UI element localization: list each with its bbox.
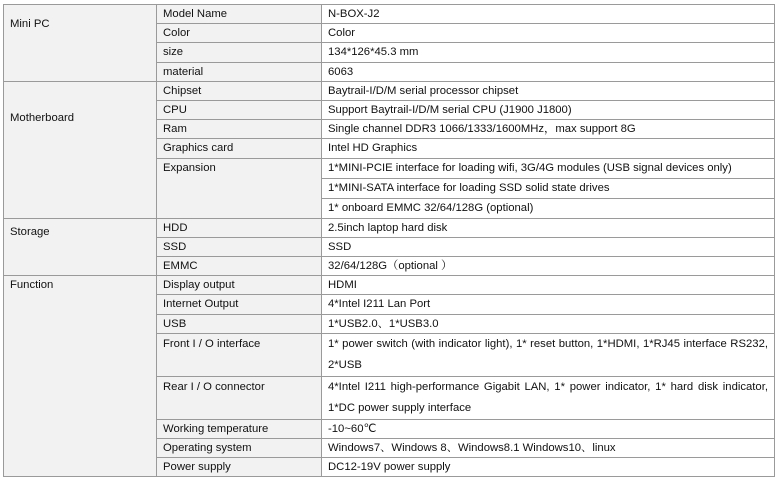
table-row bbox=[4, 81, 775, 100]
row-value: 1* onboard EMMC 32/64/128G (optional) bbox=[322, 198, 775, 218]
row-label: HDD bbox=[157, 218, 322, 237]
row-value: DC12-19V power supply bbox=[322, 458, 775, 477]
row-label: material bbox=[157, 62, 322, 81]
row-value: 1*MINI-PCIE interface for loading wifi, 3G/4G modules (USB signal devices only) bbox=[322, 158, 775, 178]
row-value: Baytrail-I/D/M serial processor chipset bbox=[322, 81, 775, 100]
group-motherboard: Motherboard bbox=[4, 81, 157, 218]
row-label: Working temperature bbox=[157, 419, 322, 438]
row-value: Windows7、Windows 8、Windows8.1 Windows10、linux bbox=[322, 439, 775, 458]
row-value: 4*Intel I211 Lan Port bbox=[322, 295, 775, 314]
group-storage: Storage bbox=[4, 218, 157, 276]
row-value: SSD bbox=[322, 237, 775, 256]
row-value: 1*MINI-SATA interface for loading SSD solid state drives bbox=[322, 178, 775, 198]
row-label: size bbox=[157, 43, 322, 62]
row-label: Chipset bbox=[157, 81, 322, 100]
row-label: CPU bbox=[157, 101, 322, 120]
row-label: EMMC bbox=[157, 257, 322, 276]
row-label: Internet Output bbox=[157, 295, 322, 314]
spec-table bbox=[3, 4, 775, 477]
table-row bbox=[4, 276, 775, 295]
row-value: 6063 bbox=[322, 62, 775, 81]
row-label: Expansion bbox=[157, 158, 322, 218]
row-label: Operating system bbox=[157, 439, 322, 458]
row-value: 2.5inch laptop hard disk bbox=[322, 218, 775, 237]
row-label: Ram bbox=[157, 120, 322, 139]
group-mini-pc: Mini PC bbox=[4, 5, 157, 82]
row-value: 1* power switch (with indicator light), 1* reset button, 1*HDMI, 1*RJ45 interface RS232, 2*USB bbox=[322, 333, 775, 376]
table-row bbox=[4, 218, 775, 237]
group-function: Function bbox=[4, 276, 157, 477]
row-value: 32/64/128G（optional ） bbox=[322, 257, 775, 276]
row-value: 1*USB2.0、1*USB3.0 bbox=[322, 314, 775, 333]
row-value: Support Baytrail-I/D/M serial CPU (J1900 J1800) bbox=[322, 101, 775, 120]
row-label: Front I / O interface bbox=[157, 333, 322, 376]
row-label: Display output bbox=[157, 276, 322, 295]
row-label: USB bbox=[157, 314, 322, 333]
row-label: Graphics card bbox=[157, 139, 322, 158]
table-row bbox=[4, 5, 775, 24]
row-value: 4*Intel I211 high-performance Gigabit LAN, 1* power indicator, 1* hard disk indicator, 1*DC power supply interface bbox=[322, 376, 775, 419]
row-label: Model Name bbox=[157, 5, 322, 24]
row-label: Rear I / O connector bbox=[157, 376, 322, 419]
row-value: -10~60℃ bbox=[322, 419, 775, 438]
row-label: Power supply bbox=[157, 458, 322, 477]
row-value: Intel HD Graphics bbox=[322, 139, 775, 158]
row-label: Color bbox=[157, 24, 322, 43]
row-value: 134*126*45.3 mm bbox=[322, 43, 775, 62]
row-value: HDMI bbox=[322, 276, 775, 295]
row-value: Single channel DDR3 1066/1333/1600MHz，max support 8G bbox=[322, 120, 775, 139]
row-value: Color bbox=[322, 24, 775, 43]
row-value: N-BOX-J2 bbox=[322, 5, 775, 24]
row-label: SSD bbox=[157, 237, 322, 256]
